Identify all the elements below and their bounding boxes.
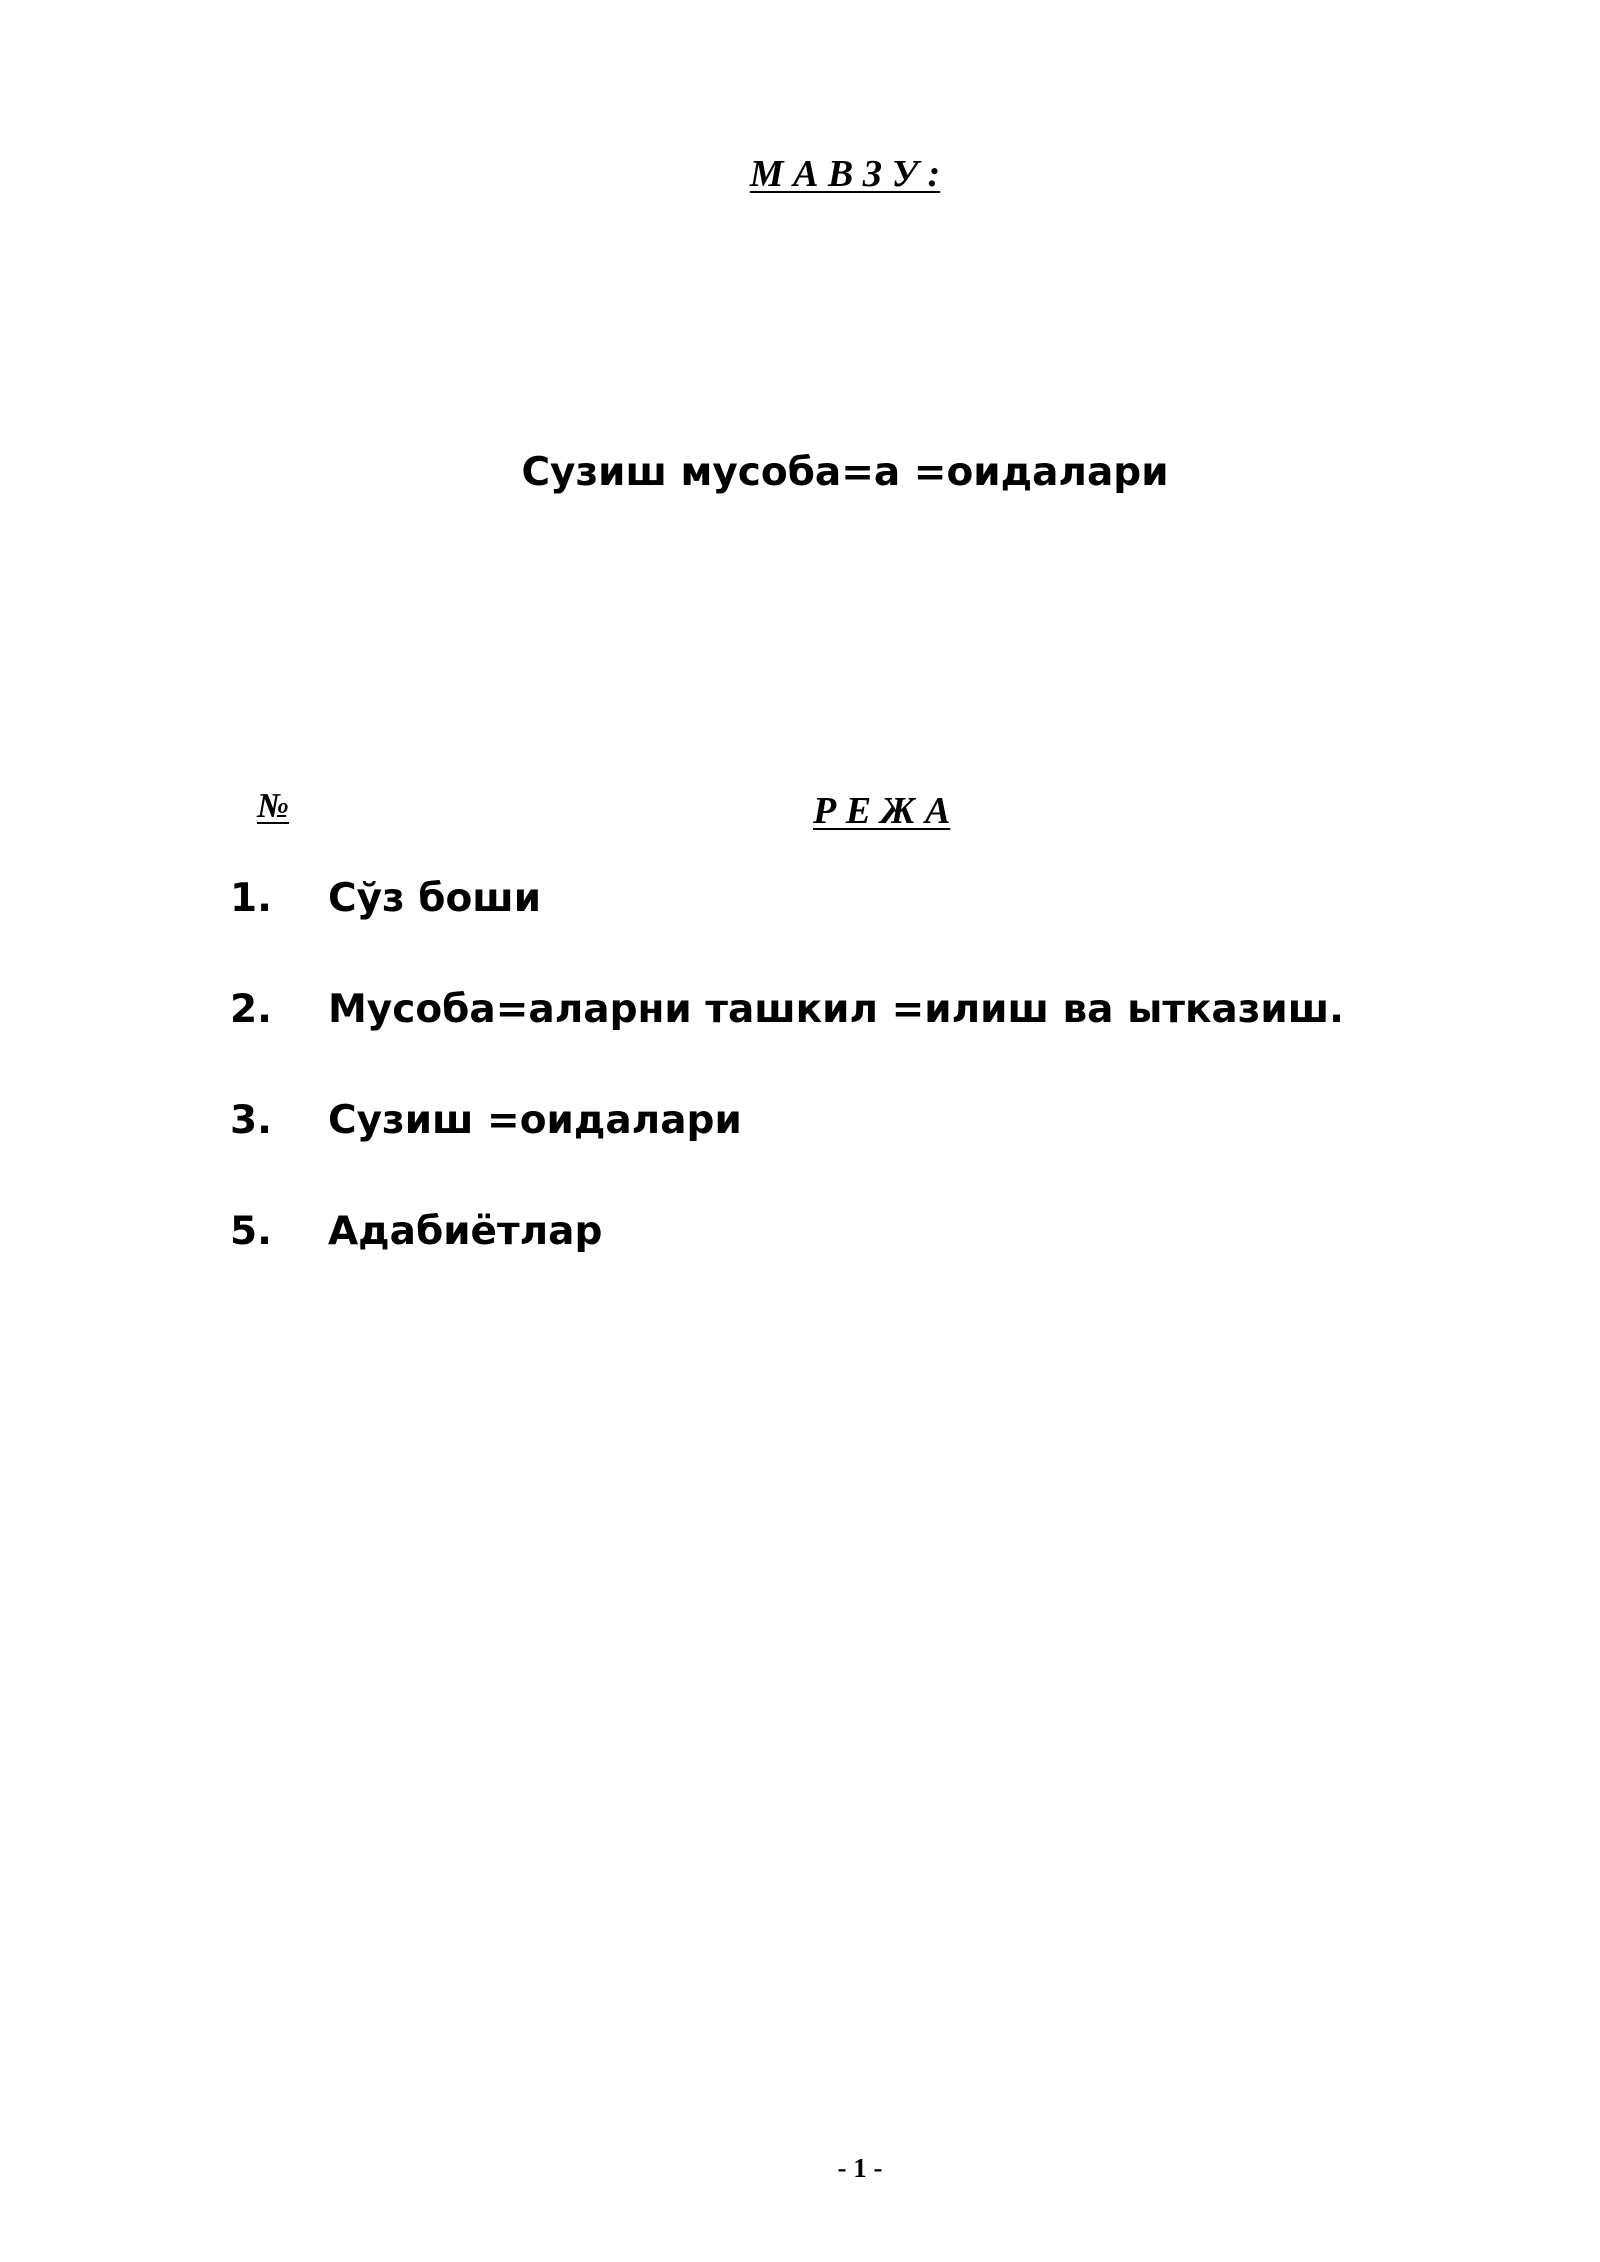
page-number: - 1 - (837, 2153, 883, 2183)
document-title: Сузиш мусоба=а =оидалари (521, 450, 1169, 495)
plan-item-text: Сўз боши (328, 876, 542, 921)
plan-item-number: 1. (230, 876, 272, 921)
plan-item-text: Мусоба=аларни ташкил =илиш ва ыткaзиш. (328, 987, 1344, 1032)
number-sign-header: № (257, 786, 290, 825)
plan-item-text: Адабиётлар (328, 1209, 603, 1254)
plan-item-text: Сузиш =оидалари (328, 1098, 742, 1143)
topic-heading: М А В З У : (749, 153, 941, 195)
plan-item-number: 5. (230, 1209, 272, 1254)
plan-heading: Р Е Ж А (813, 790, 951, 832)
plan-item-number: 3. (230, 1098, 272, 1143)
plan-item-number: 2. (230, 987, 272, 1032)
